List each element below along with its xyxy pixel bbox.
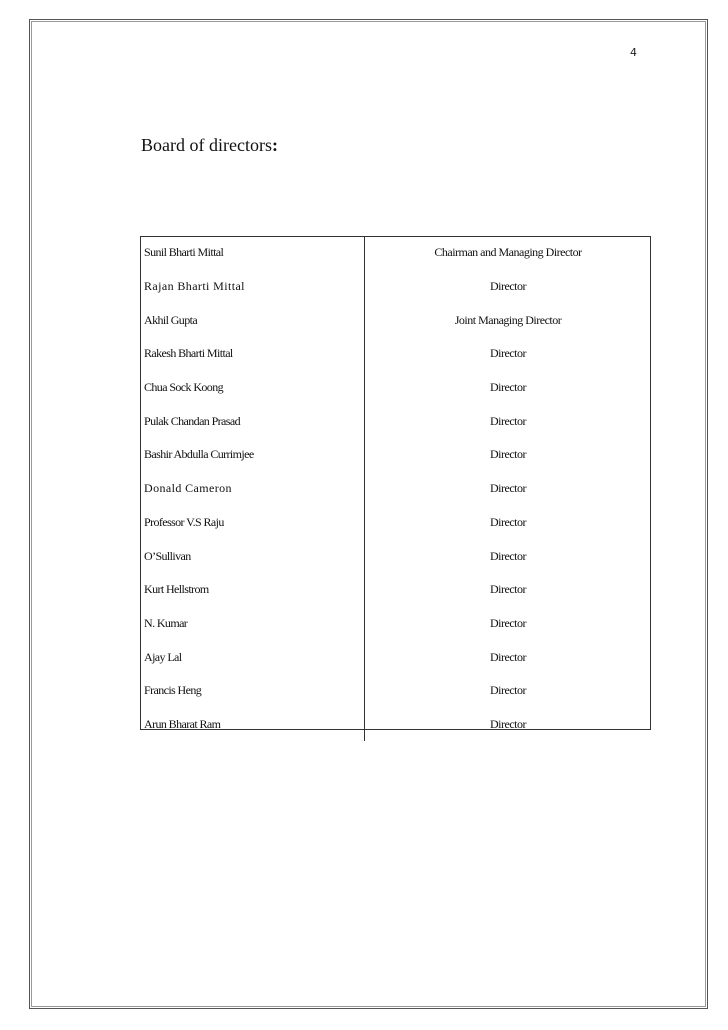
director-name: Rajan Bharti Mittal — [140, 270, 365, 304]
director-role: Director — [490, 683, 526, 698]
director-role: Director — [490, 346, 526, 361]
director-name: Akhil Gupta — [140, 303, 365, 337]
director-name: Sunil Bharti Mittal — [140, 236, 365, 270]
table-row — [140, 607, 651, 641]
table-row — [140, 438, 651, 472]
director-role: Chairman and Managing Director — [434, 245, 582, 260]
director-role: Director — [490, 279, 526, 294]
table-row — [140, 371, 651, 405]
director-role: Director — [490, 481, 526, 496]
director-role: Director — [490, 548, 526, 563]
director-role: Director — [490, 615, 526, 630]
director-role: Director — [490, 649, 526, 664]
director-name: Professor V.S Raju — [140, 506, 365, 540]
table-row — [140, 472, 651, 506]
table-row — [140, 539, 651, 573]
director-name: Francis Heng — [140, 674, 365, 708]
page-title — [141, 135, 278, 156]
board-of-directors-table — [140, 236, 651, 741]
director-name: Ajay Lal — [140, 640, 365, 674]
table-row — [140, 270, 651, 304]
table-row — [140, 674, 651, 708]
table-row — [140, 708, 651, 742]
table-row — [140, 640, 651, 674]
table-row — [140, 506, 651, 540]
table-row — [140, 573, 651, 607]
director-name: Chua Sock Koong — [140, 371, 365, 405]
table-row — [140, 337, 651, 371]
page-number: 4 — [630, 46, 637, 59]
director-name: Bashir Abdulla Currimjee — [140, 438, 365, 472]
page-title-text: Board of directors — [141, 135, 272, 155]
table-row — [140, 236, 651, 270]
director-name: Pulak Chandan Prasad — [140, 404, 365, 438]
table-row — [140, 404, 651, 438]
director-name: Kurt Hellstrom — [140, 573, 365, 607]
director-name: Donald Cameron — [140, 472, 365, 506]
director-role: Joint Managing Director — [454, 312, 562, 327]
page-title-colon: : — [271, 135, 278, 155]
director-role: Director — [490, 716, 526, 731]
director-role: Director — [490, 582, 526, 597]
director-name: Arun Bharat Ram — [140, 708, 365, 742]
director-role: Director — [490, 447, 526, 462]
table-row — [140, 303, 651, 337]
director-name: N. Kumar — [140, 607, 365, 641]
director-role: Director — [490, 514, 526, 529]
director-name: Rakesh Bharti Mittal — [140, 337, 365, 371]
director-role: Director — [490, 413, 526, 428]
director-role: Director — [490, 380, 526, 395]
director-name: O’Sullivan — [140, 539, 365, 573]
